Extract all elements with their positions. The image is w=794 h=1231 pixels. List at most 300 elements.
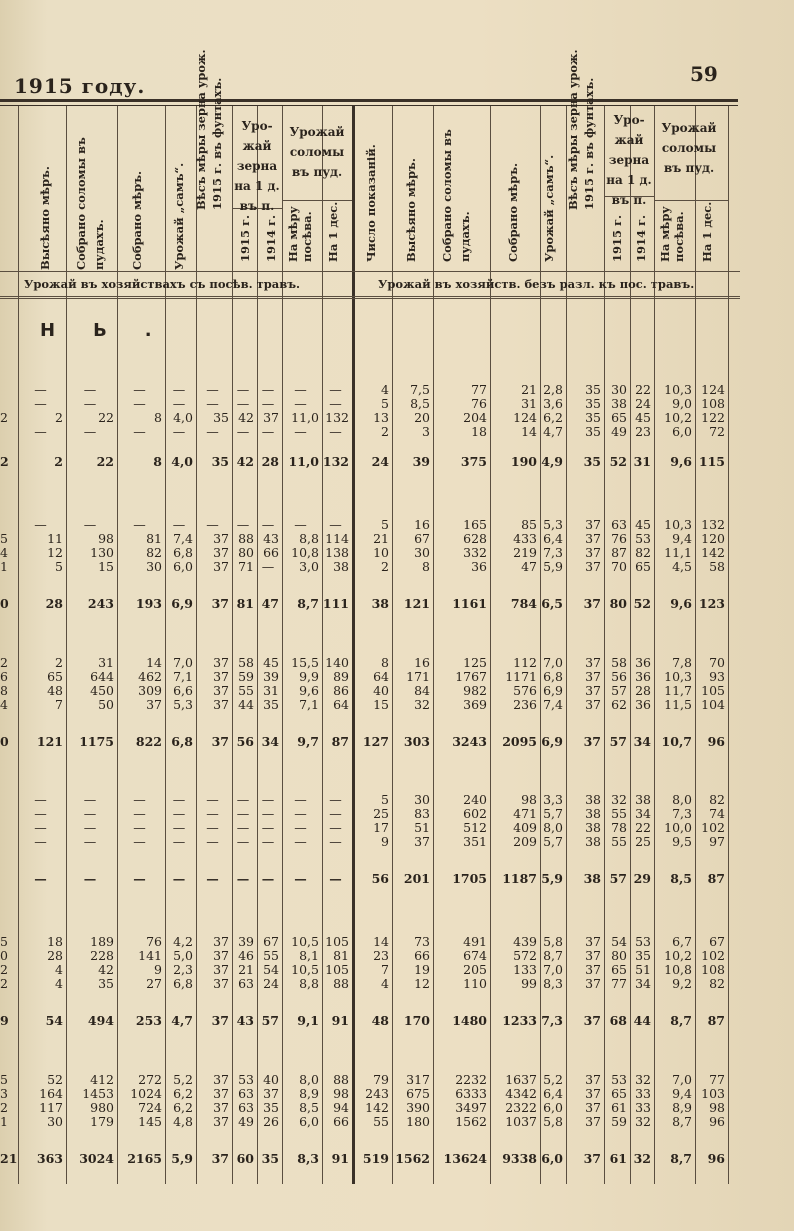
table-cell: 32 [633, 1151, 651, 1166]
table-cell: 37 [583, 1013, 601, 1028]
table-cell: 10,7 [661, 734, 692, 749]
table-cell: 56 [611, 669, 627, 684]
table-cell: — [261, 559, 275, 574]
table-cell: 43 [236, 1013, 254, 1028]
table-cell: 9 [154, 962, 162, 977]
table-cell: 59 [238, 669, 254, 684]
table-cell: 35 [635, 948, 651, 963]
table-row [0, 821, 740, 835]
table-cell: 11,0 [288, 454, 319, 469]
table-cell: 42 [236, 454, 254, 469]
table-cell: 10,2 [664, 410, 692, 425]
table-cell: 96 [707, 734, 725, 749]
table-cell: 171 [406, 669, 430, 684]
table-cell: 18 [471, 424, 487, 439]
table-cell: 58 [238, 655, 254, 670]
table-cell: 3 [422, 424, 430, 439]
group-header-left-straw: Урожай соломы въ пуд. [289, 125, 345, 179]
table-cell: — [294, 806, 307, 821]
table-cell: 112 [513, 655, 537, 670]
table-cell: 123 [698, 596, 725, 611]
table-cell: 4,7 [171, 1013, 193, 1028]
table-cell: 6,0 [543, 1100, 563, 1115]
table-cell: 2 [55, 410, 63, 425]
table-cell: — [172, 834, 186, 849]
table-cell: 55 [238, 683, 254, 698]
table-cell: — [34, 834, 47, 849]
table-cell: 15 [373, 697, 389, 712]
table-cell: 127 [362, 734, 389, 749]
table-cell: 4,7 [543, 424, 563, 439]
table-cell: 6,8 [171, 734, 193, 749]
table-cell: 16 [414, 517, 430, 532]
table-cell: 375 [460, 454, 487, 469]
table-cell: 47 [261, 596, 279, 611]
table-cell: 8 [381, 655, 389, 670]
column-header: 1914 г. [264, 214, 278, 262]
table-cell: — [329, 820, 342, 835]
table-cell: 87 [707, 871, 725, 886]
table-cell: 10,2 [664, 948, 692, 963]
table-cell: — [133, 424, 146, 439]
table-cell-edge: 4 [0, 697, 8, 712]
table-cell: 572 [513, 948, 537, 963]
table-cell: 471 [513, 806, 537, 821]
column-header: На 1 дес. [326, 201, 340, 262]
table-cell: 65 [47, 669, 63, 684]
table-cell: 219 [513, 545, 537, 560]
table-cell: 34 [633, 734, 651, 749]
table-cell: 9,9 [299, 669, 319, 684]
column-header: На 1 дес. [700, 201, 714, 262]
table-cell: 28 [47, 948, 63, 963]
table-cell: — [294, 834, 307, 849]
table-cell: — [34, 871, 47, 886]
table-cell: 85 [521, 517, 537, 532]
table-cell: 37 [583, 1151, 601, 1166]
table-cell: 37 [585, 934, 601, 949]
table-cell: 15 [98, 559, 114, 574]
table-cell: 30 [611, 382, 627, 397]
section-rule [0, 298, 740, 299]
table-row [0, 1087, 740, 1101]
table-cell: 179 [90, 1114, 114, 1129]
table-cell: 37 [213, 1072, 229, 1087]
table-cell: 201 [403, 871, 430, 886]
table-cell: 36 [635, 697, 651, 712]
table-cell: — [83, 382, 97, 397]
table-cell: 66 [333, 1114, 349, 1129]
table-cell: 253 [135, 1013, 162, 1028]
group-header-right-grain: Уро- жай зерна на 1 д. въ п. [606, 113, 652, 207]
table-cell: 1233 [502, 1013, 537, 1028]
table-row [0, 656, 740, 670]
table-cell: 11,7 [664, 683, 692, 698]
table-cell: — [133, 396, 146, 411]
table-cell: 21 [521, 382, 537, 397]
sub-rule [322, 200, 323, 270]
table-cell: 43 [263, 531, 279, 546]
table-cell: 35 [213, 410, 229, 425]
table-cell-edge: 2 [0, 410, 8, 425]
table-cell: — [294, 424, 307, 439]
table-cell: 54 [611, 934, 627, 949]
table-cell: 65 [635, 559, 651, 574]
table-cell: 30 [47, 1114, 63, 1129]
table-cell-edge: 0 [0, 948, 8, 963]
table-cell: 104 [701, 697, 725, 712]
table-cell: 37 [213, 948, 229, 963]
table-cell: 5,2 [543, 1072, 563, 1087]
table-cell: 9,0 [672, 396, 692, 411]
table-cell: 32 [635, 1114, 651, 1129]
table-cell: 5,3 [543, 517, 563, 532]
table-cell: 317 [406, 1072, 430, 1087]
table-cell: 21 [373, 531, 389, 546]
table-cell: 122 [701, 410, 725, 425]
table-cell: 98 [709, 1100, 725, 1115]
table-cell: 67 [263, 934, 279, 949]
table-cell: 6,8 [543, 669, 563, 684]
table-cell: — [34, 517, 47, 532]
table-cell: 66 [263, 545, 279, 560]
table-cell: 8,7 [297, 596, 319, 611]
table-row [0, 1101, 740, 1115]
column-header: 1915 г. въ фунтахъ. [210, 77, 224, 210]
table-cell: 103 [701, 1086, 725, 1101]
table-cell: 10,3 [664, 382, 692, 397]
table-cell: 45 [635, 410, 651, 425]
table-cell: 22 [96, 454, 114, 469]
table-cell: 55 [373, 1114, 389, 1129]
table-cell: 49 [611, 424, 627, 439]
table-cell: 84 [414, 683, 430, 698]
table-cell: 8,3 [543, 976, 563, 991]
table-cell: 2165 [127, 1151, 162, 1166]
table-cell: 2 [54, 454, 63, 469]
table-cell: 10,3 [664, 517, 692, 532]
table-cell: 67 [414, 531, 430, 546]
table-cell: 37 [585, 976, 601, 991]
table-cell: 5,7 [543, 806, 563, 821]
table-cell: 409 [513, 820, 537, 835]
table-cell: 142 [365, 1100, 389, 1115]
table-cell: — [206, 396, 219, 411]
table-cell: 37 [585, 948, 601, 963]
column-header: Урожай „самъ“. [542, 154, 556, 262]
table-cell: 2 [55, 655, 63, 670]
table-cell: — [206, 517, 219, 532]
table-cell: 35 [261, 1151, 279, 1166]
table-cell: 34 [635, 806, 651, 821]
table-cell: 25 [635, 834, 651, 849]
table-cell: 14 [146, 655, 162, 670]
table-cell: 35 [585, 410, 601, 425]
table-cell: 49 [238, 1114, 254, 1129]
table-cell: 332 [463, 545, 487, 560]
table-cell: 37 [585, 683, 601, 698]
table-cell: 1171 [505, 669, 537, 684]
table-cell: 7,3 [543, 545, 563, 560]
table-cell: 87 [707, 1013, 725, 1028]
table-cell: 130 [90, 545, 114, 560]
table-cell: 32 [611, 792, 627, 807]
table-cell: 64 [373, 669, 389, 684]
table-cell: 57 [609, 871, 627, 886]
table-cell: 16 [414, 655, 430, 670]
table-cell: 56 [371, 871, 389, 886]
table-cell: 7,1 [299, 697, 319, 712]
table-cell: 87 [331, 734, 349, 749]
table-cell: 37 [213, 934, 229, 949]
table-cell: 6,4 [543, 531, 563, 546]
table-cell: — [34, 424, 47, 439]
table-cell: 38 [371, 596, 389, 611]
table-cell: 7,4 [543, 697, 563, 712]
table-cell: — [206, 424, 219, 439]
table-cell: 31 [521, 396, 537, 411]
table-cell: 1187 [502, 871, 537, 886]
table-row [0, 532, 740, 546]
table-cell: 57 [609, 734, 627, 749]
table-cell: 37 [213, 655, 229, 670]
table-cell: 108 [701, 962, 725, 977]
table-cell: 309 [138, 683, 162, 698]
table-cell: 76 [471, 396, 487, 411]
column-header: На мѣру [286, 206, 300, 262]
column-header: 1915 г. въ фунтахъ. [582, 77, 596, 210]
table-cell: 7,4 [173, 531, 193, 546]
table-cell: 28 [635, 683, 651, 698]
table-cell: 37 [414, 834, 430, 849]
table-cell: 37 [585, 1100, 601, 1115]
table-cell: 5 [381, 517, 389, 532]
table-cell: 35 [585, 396, 601, 411]
column-header: На мѣру [658, 206, 672, 262]
table-cell: 8 [153, 454, 162, 469]
table-cell: 64 [333, 697, 349, 712]
table-cell: — [261, 834, 275, 849]
table-cell: 6,2 [543, 410, 563, 425]
table-cell: 6,7 [672, 934, 692, 949]
group-header-left-grain: Уро- жай зерна на 1 д. въ п. [234, 119, 280, 213]
table-cell: 6,0 [299, 1114, 319, 1129]
table-cell-edge: 2 [0, 1100, 8, 1115]
table-cell: 204 [463, 410, 487, 425]
table-cell: 80 [609, 596, 627, 611]
table-cell: 25 [373, 806, 389, 821]
sub-rule [695, 200, 696, 270]
table-cell: 10,5 [291, 962, 319, 977]
table-cell: 61 [609, 1151, 627, 1166]
table-cell: 8,1 [299, 948, 319, 963]
table-cell: 4,0 [171, 454, 193, 469]
table-row [0, 397, 740, 411]
table-cell: 50 [98, 697, 114, 712]
table-cell-edge: 5 [0, 531, 8, 546]
table-cell: 5,9 [171, 1151, 193, 1166]
table-cell: 243 [87, 596, 114, 611]
table-cell: 37 [585, 1114, 601, 1129]
table-cell: 37 [211, 1013, 229, 1028]
table-cell: 1767 [455, 669, 487, 684]
table-cell: 11,0 [291, 410, 319, 425]
table-cell: 37 [211, 734, 229, 749]
table-cell: 98 [98, 531, 114, 546]
table-cell: 2 [381, 559, 389, 574]
table-cell: 102 [701, 820, 725, 835]
table-cell-edge: 3 [0, 1086, 8, 1101]
table-cell: 132 [322, 454, 349, 469]
table-cell: — [329, 834, 342, 849]
table-cell: — [329, 382, 342, 397]
table-cell: — [236, 871, 250, 886]
table-cell-edge: 5 [0, 1072, 8, 1087]
table-cell-edge: 4 [0, 545, 8, 560]
table-cell: 78 [611, 820, 627, 835]
table-cell: 39 [263, 669, 279, 684]
table-cell: 164 [39, 1086, 63, 1101]
table-cell: 12 [414, 976, 430, 991]
table-cell: 8,0 [299, 1072, 319, 1087]
table-cell: 55 [263, 948, 279, 963]
table-cell: — [133, 517, 146, 532]
table-cell: 3,0 [299, 559, 319, 574]
table-cell: 19 [414, 962, 430, 977]
table-cell: 37 [213, 1100, 229, 1115]
table-cell: 37 [585, 1086, 601, 1101]
table-cell: 97 [709, 834, 725, 849]
table-cell: 51 [414, 820, 430, 835]
table-cell: 40 [373, 683, 389, 698]
table-cell: — [172, 382, 186, 397]
table-cell: 53 [238, 1072, 254, 1087]
table-cell: 6,9 [171, 596, 193, 611]
table-row [0, 793, 740, 807]
table-cell: 674 [463, 948, 487, 963]
table-cell: 9,6 [670, 596, 692, 611]
table-cell: 76 [146, 934, 162, 949]
table-cell: 7,5 [410, 382, 430, 397]
table-cell: 23 [635, 424, 651, 439]
table-cell: 170 [403, 1013, 430, 1028]
table-cell: 8,5 [410, 396, 430, 411]
table-cell: 8,5 [670, 871, 692, 886]
table-cell: 140 [325, 655, 349, 670]
table-cell: 8,7 [670, 1151, 692, 1166]
table-cell: 180 [406, 1114, 430, 1129]
table-cell: 63 [611, 517, 627, 532]
table-cell: 37 [583, 596, 601, 611]
table-cell: 91 [331, 1151, 349, 1166]
table-cell: 82 [709, 976, 725, 991]
table-cell: 5 [55, 559, 63, 574]
table-cell-edge: 9 [0, 1013, 9, 1028]
table-cell: 36 [635, 669, 651, 684]
table-cell: 190 [510, 454, 537, 469]
table-cell: 10 [373, 545, 389, 560]
table-cell: — [172, 424, 186, 439]
table-cell: — [236, 834, 250, 849]
table-cell: — [329, 806, 342, 821]
table-cell: 4,2 [173, 934, 193, 949]
table-cell: 5,8 [543, 934, 563, 949]
table-cell: 10,0 [664, 820, 692, 835]
table-cell: — [133, 820, 146, 835]
table-cell: 54 [263, 962, 279, 977]
table-cell: 39 [412, 454, 430, 469]
table-cell: 82 [709, 792, 725, 807]
table-cell: 99 [521, 976, 537, 991]
table-cell: 37 [213, 1086, 229, 1101]
table-cell: 8,0 [672, 792, 692, 807]
table-cell: 9,2 [672, 976, 692, 991]
table-cell: 9338 [502, 1151, 537, 1166]
table-cell: — [261, 424, 275, 439]
table-cell: — [83, 517, 97, 532]
table-cell: 37 [213, 697, 229, 712]
group-rule [282, 200, 352, 201]
table-cell: 8,7 [672, 1114, 692, 1129]
table-cell: — [329, 424, 342, 439]
table-cell: 132 [325, 410, 349, 425]
table-row [0, 684, 740, 698]
table-cell: 23 [373, 948, 389, 963]
table-cell: 11,1 [664, 545, 692, 560]
table-cell: 7,3 [541, 1013, 563, 1028]
table-cell: 31 [633, 454, 651, 469]
header-rule [0, 99, 738, 102]
table-cell: — [172, 871, 186, 886]
table-cell: 4,8 [173, 1114, 193, 1129]
table-cell: 12 [47, 545, 63, 560]
table-cell: — [329, 792, 342, 807]
table-cell: 2 [381, 424, 389, 439]
table-cell: 34 [261, 734, 279, 749]
table-cell: 10,3 [664, 669, 692, 684]
table-cell: 61 [611, 1100, 627, 1115]
column-header: посѣва. [300, 211, 314, 262]
table-cell: 9,7 [297, 734, 319, 749]
table-cell: 9,5 [672, 834, 692, 849]
table-cell: 52 [47, 1072, 63, 1087]
table-total-row [0, 872, 740, 886]
table-cell: 6,8 [173, 976, 193, 991]
table-cell: 110 [463, 976, 487, 991]
table-cell: 1562 [455, 1114, 487, 1129]
table-row [0, 383, 740, 397]
table-cell: 73 [414, 934, 430, 949]
table-total-row [0, 455, 740, 469]
header-bottom-rule [0, 271, 740, 272]
table-cell: 108 [701, 396, 725, 411]
table-cell: 33 [635, 1086, 651, 1101]
table-cell: 86 [333, 683, 349, 698]
table-cell: 35 [211, 454, 229, 469]
table-cell: 121 [403, 596, 430, 611]
table-cell: — [329, 396, 342, 411]
table-cell: 37 [211, 596, 229, 611]
table-cell: 80 [611, 948, 627, 963]
table-cell: 8,8 [299, 531, 319, 546]
table-cell: 9,4 [672, 531, 692, 546]
table-cell: 8 [422, 559, 430, 574]
region-heading: НЬ. [40, 320, 190, 341]
table-cell: 47 [521, 559, 537, 574]
table-cell: 4,5 [672, 559, 692, 574]
table-cell: 87 [611, 545, 627, 560]
table-cell: 37 [585, 655, 601, 670]
